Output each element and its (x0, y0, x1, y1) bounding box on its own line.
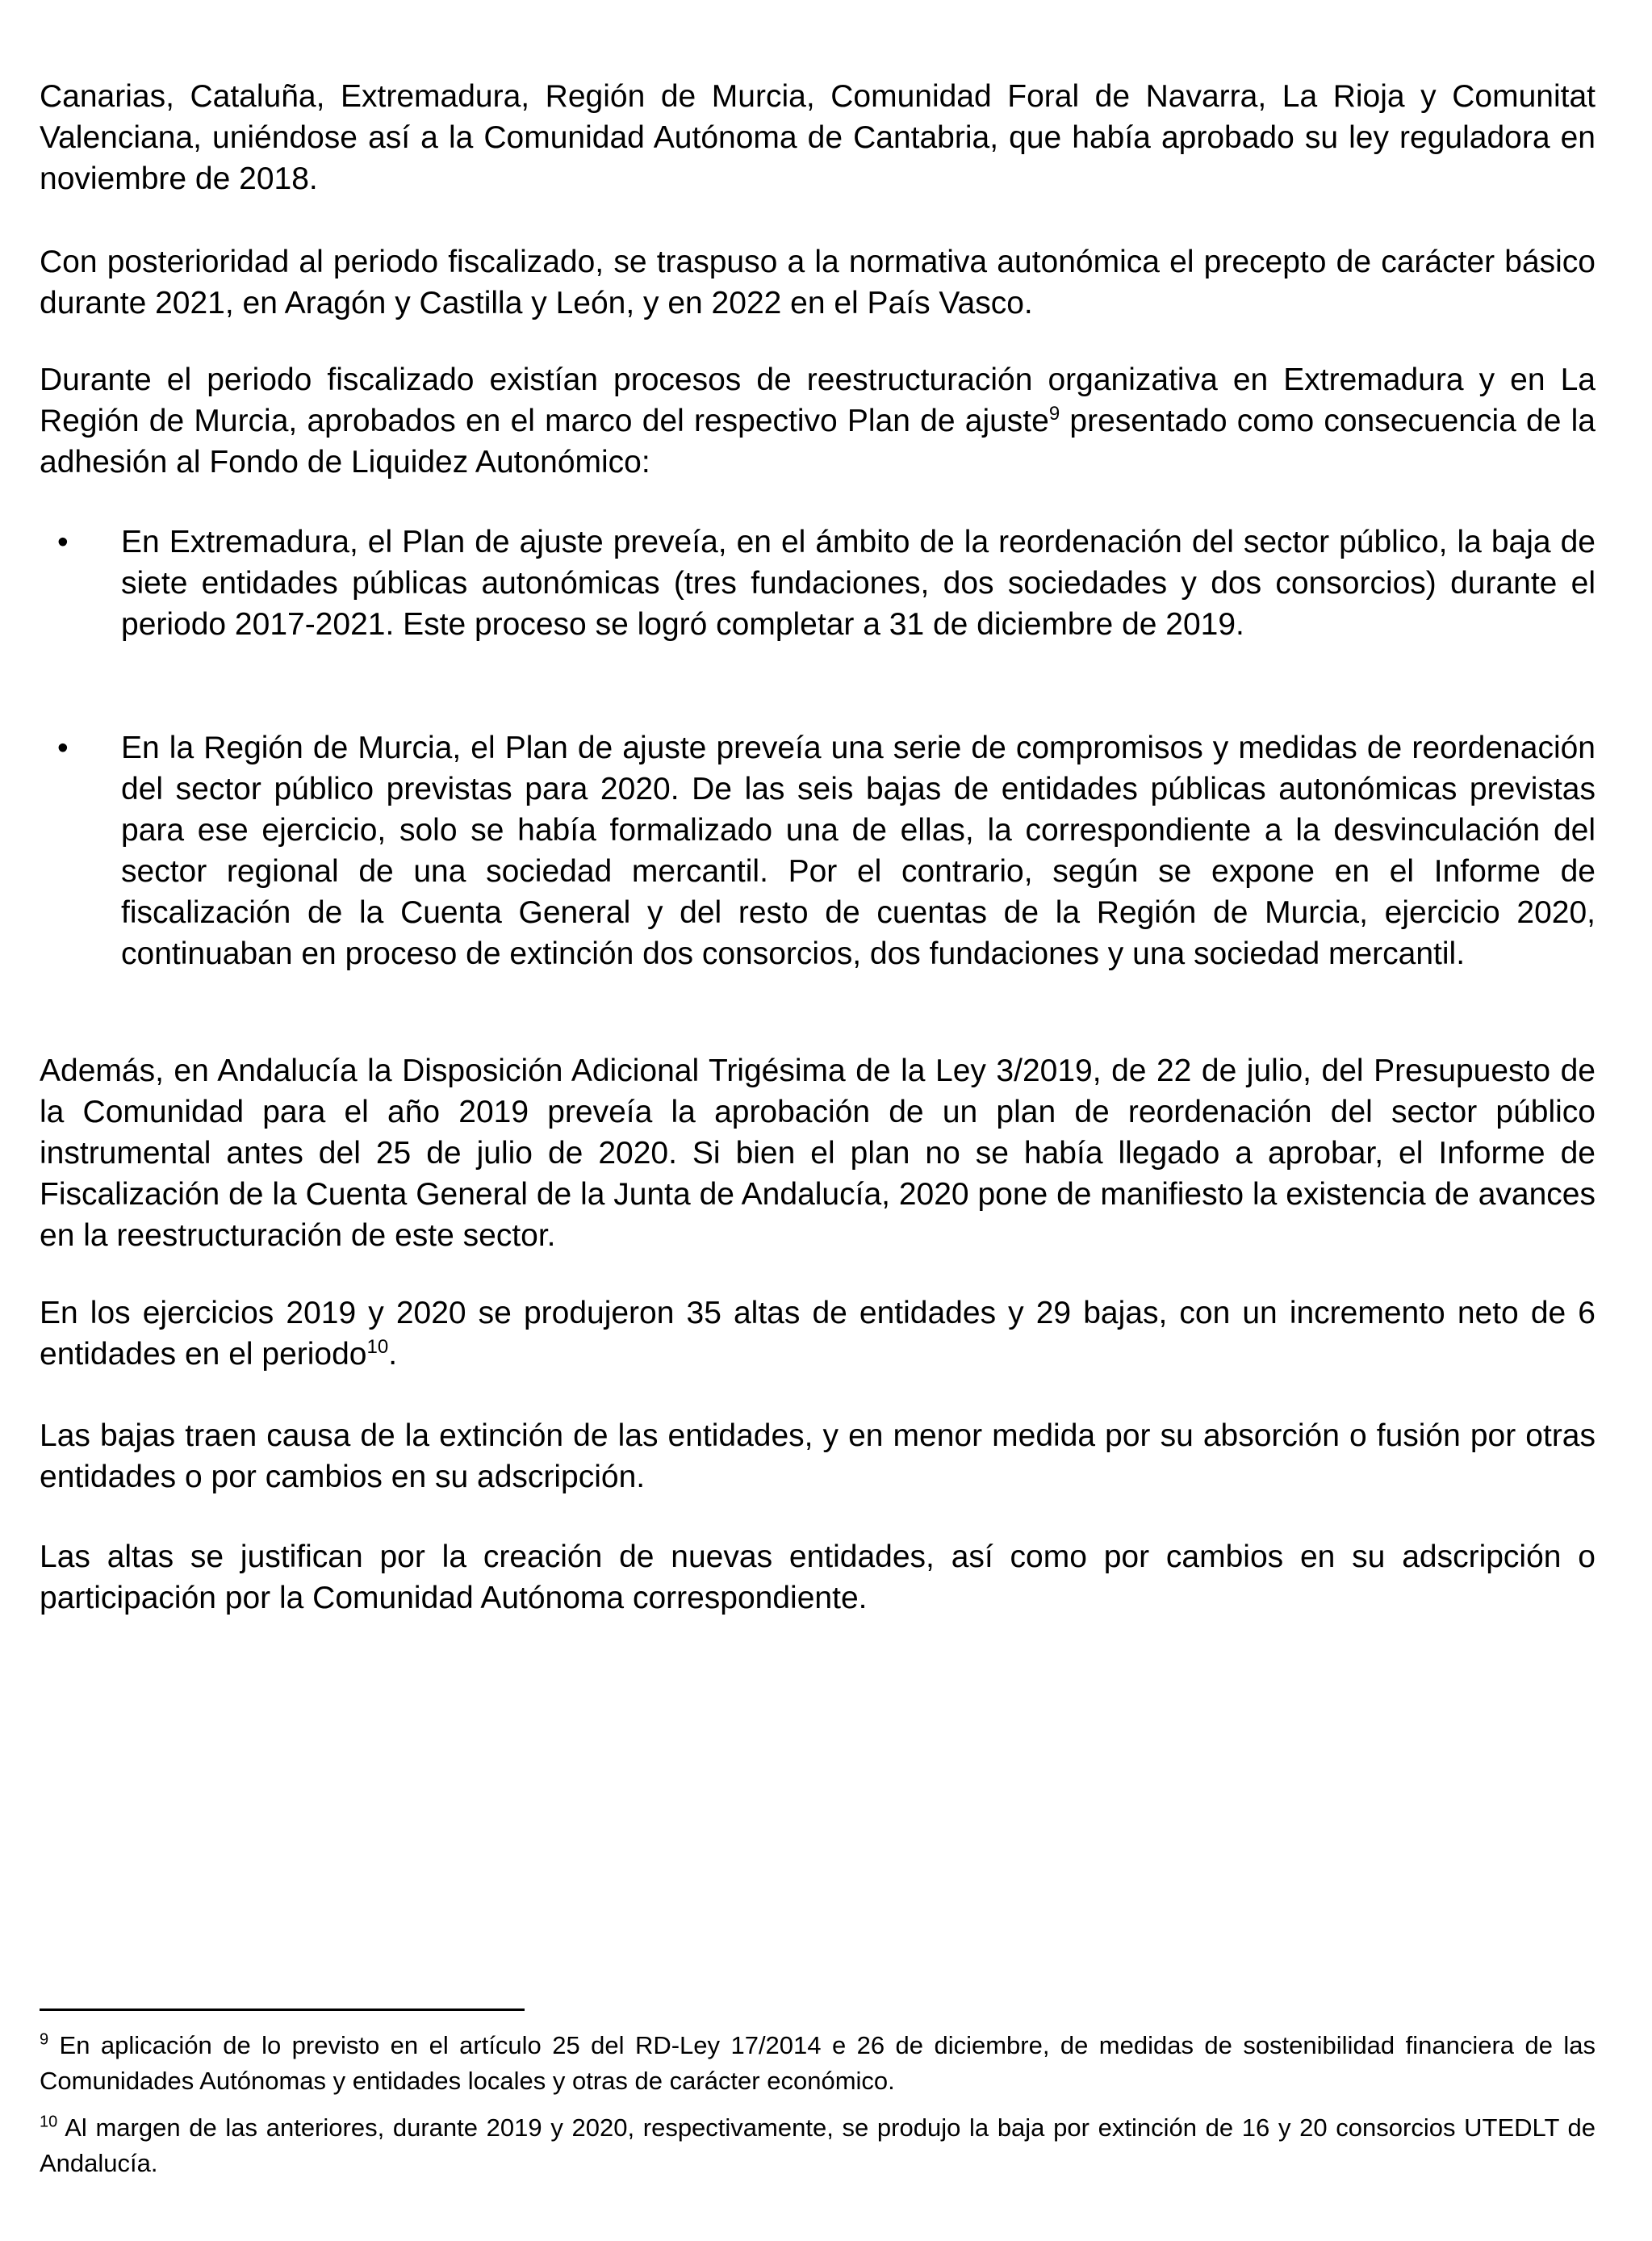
bullet-text: En la Región de Murcia, el Plan de ajuste preveía una serie de compromisos y medidas de reordenación del sector público previstas para 2020. De las seis bajas de entidades públicas autonómicas previstas para ese ejercicio, solo se había formalizado una de ellas, la correspondiente a la desvinculación del sector regional de una sociedad mercantil. Por el contrario, según se expone en el Informe de fiscalización de la Cuenta General y del resto de cuentas de la Región de Murcia, ejercicio 2020, continuaban en proceso de extinción dos consorcios, dos fundaciones y una sociedad mercantil. (121, 731, 1596, 971)
text: presentado como consecuencia de la adhesión al Fondo de Liquidez Autonómico: (40, 404, 1596, 480)
footnote-9 (40, 2028, 1596, 2099)
paragraph-altas: Las altas se justifican por la creación de nuevas entidades, así como por cambios en su adscripción o participación por la Comunidad Autónoma correspondiente. (40, 1539, 1596, 1615)
bullet-icon: • (57, 731, 69, 765)
paragraph-bajas: Las bajas traen causa de la extinción de las entidades, y en menor medida por su absorción o fusión por otras entidades o por cambios en su adscripción. (40, 1418, 1596, 1494)
footnote-text: En aplicación de lo previsto en el artículo 25 del RD-Ley 17/2014 e 26 de diciembre, de medidas de sostenibilidad financiera de las Comunidades Autónomas y entidades locales y otras de carácter económico. (40, 2031, 1596, 2095)
paragraph-cantabria: Canarias, Cataluña, Extremadura, Región de Murcia, Comunidad Foral de Navarra, La Rioja y Comunitat Valenciana, uniéndose así a la Comunidad Autónoma de Cantabria, que había aprobado su ley reguladora en noviembre de 2018. (40, 79, 1596, 196)
footnote-ref-10[interactable]: 10 (366, 1336, 389, 1358)
bullet-item-extremadura (40, 522, 1596, 645)
bullet-item-murcia (40, 727, 1596, 974)
paragraph-reestructuracion (40, 359, 1596, 483)
footnote-number: 9 (40, 2030, 49, 2049)
footnote-number: 10 (40, 2113, 58, 2131)
text: . (388, 1337, 398, 1372)
paragraph-altas-bajas (40, 1292, 1596, 1375)
bullet-text: En Extremadura, el Plan de ajuste preveía, en el ámbito de la reordenación del sector público, la baja de siete entidades públicas autonómicas (tres fundaciones, dos sociedades y dos consorcios) durante el periodo 2017-2021. Este proceso se logró completar a 31 de diciembre de 2019. (121, 525, 1596, 642)
text: En los ejercicios 2019 y 2020 se produjeron 35 altas de entidades y 29 bajas, con un incremento neto de 6 entidades en el periodo (40, 1296, 1596, 1372)
paragraph-posterioridad: Con posterioridad al periodo fiscalizado, se traspuso a la normativa autonómica el precepto de carácter básico durante 2021, en Aragón y Castilla y León, y en 2022 en el País Vasco. (40, 245, 1596, 320)
bullet-icon: • (57, 525, 69, 559)
footnote-separator (40, 2009, 525, 2011)
paragraph-andalucia: Además, en Andalucía la Disposición Adicional Trigésima de la Ley 3/2019, de 22 de julio, del Presupuesto de la Comunidad para el año 2019 preveía la aprobación de un plan de reordenación del sector público instrumental antes del 25 de julio de 2020. Si bien el plan no se había llegado a aprobar, el Informe de Fiscalización de la Cuenta General de la Junta de Andalucía, 2020 pone de manifiesto la existencia de avances en la reestructuración de este sector. (40, 1053, 1596, 1253)
footnote-10 (40, 2110, 1596, 2181)
text: Durante el periodo fiscalizado existían procesos de reestructuración organizativa en Extremadura y en La Región de Murcia, aprobados en el marco del respectivo Plan de ajuste (40, 362, 1596, 438)
footnote-text: Al margen de las anteriores, durante 2019 y 2020, respectivamente, se produjo la baja por extinción de 16 y 20 consorcios UTEDLT de Andalucía. (40, 2113, 1596, 2177)
footnote-ref-9[interactable]: 9 (1048, 403, 1060, 425)
